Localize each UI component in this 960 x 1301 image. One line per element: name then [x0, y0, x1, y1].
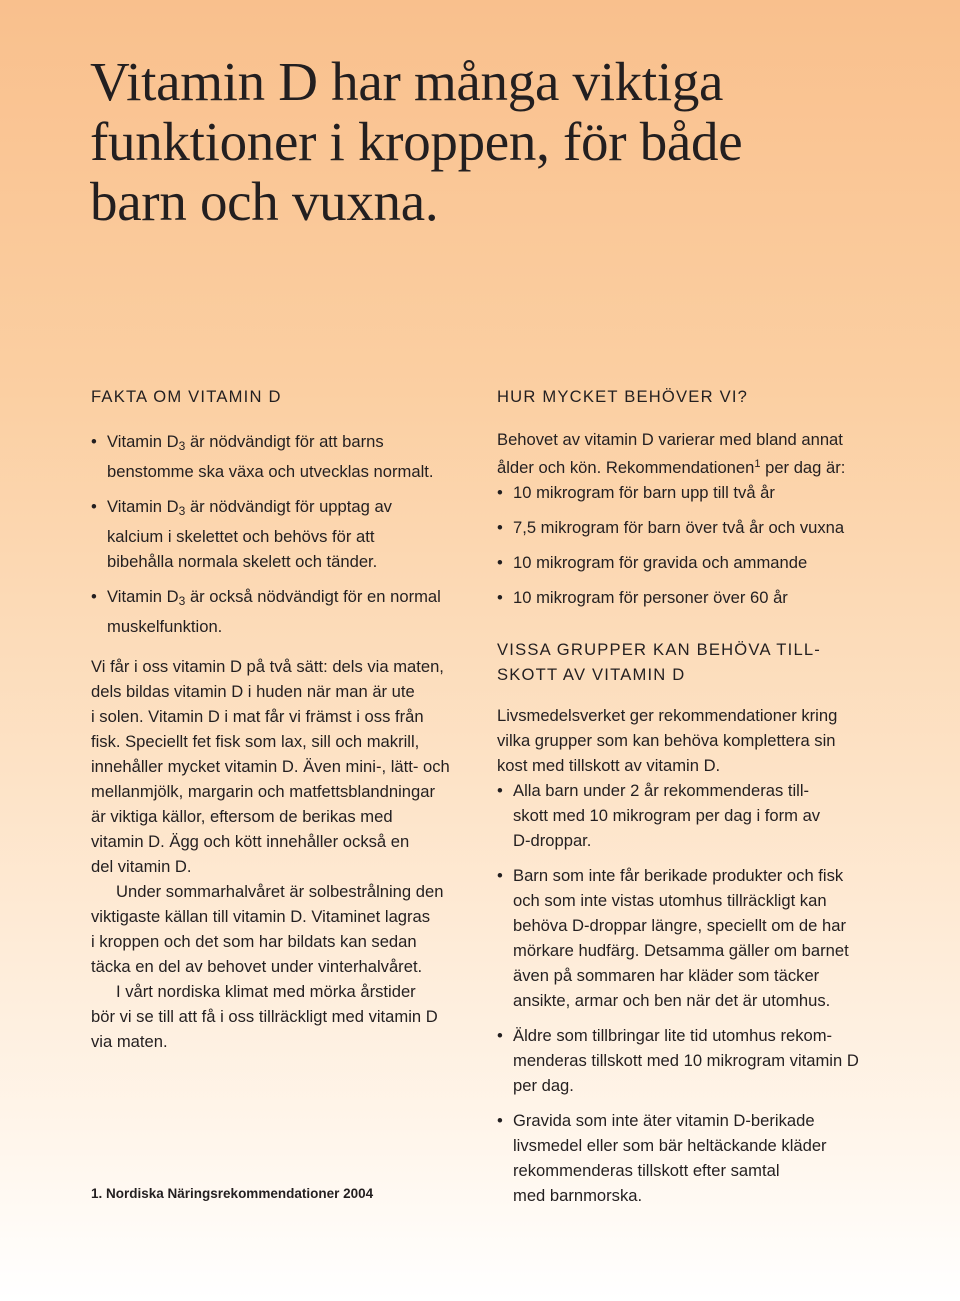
- text-line: [107, 584, 471, 614]
- text-line: viktigaste källan till vitamin D. Vitaminet lagras: [91, 907, 431, 926]
- text-line: livsmedel eller som bär heltäckande kläder: [513, 1136, 827, 1155]
- subscript: 3: [178, 594, 186, 608]
- text-line: i kroppen och det som har bildats kan sedan: [91, 932, 417, 951]
- text-line: • Gravida som inte äter vitamin D-berikade: [513, 1111, 815, 1130]
- text: Vitamin D: [107, 497, 179, 516]
- text-line: ansikte, armar och ben när det är utomhus.: [513, 991, 831, 1010]
- subscript: 3: [178, 504, 186, 518]
- text-line: Vi får i oss vitamin D på två sätt: dels via maten,: [91, 657, 444, 676]
- text-line: fisk. Speciellt fet fisk som lax, sill och makrill,: [91, 732, 420, 751]
- text-line: i solen. Vitamin D i mat får vi främst i oss från: [91, 707, 424, 726]
- text-line: rekommenderas tillskott efter samtal: [513, 1161, 780, 1180]
- supplement-heading: [497, 637, 897, 687]
- footnote-ref: 1: [754, 458, 761, 470]
- paragraph-climate: [91, 979, 471, 1054]
- text-line: mellanmjölk, margarin och matfettsblandningar: [91, 782, 436, 801]
- dose-list: [497, 480, 897, 610]
- list-item: [497, 778, 897, 853]
- facts-list: [91, 429, 471, 639]
- text-line: D-droppar.: [513, 831, 592, 850]
- text-line: per dag.: [513, 1076, 574, 1095]
- list-item: [497, 1108, 897, 1208]
- text: Vitamin D: [107, 432, 179, 451]
- text-line: [107, 494, 471, 524]
- dose-intro: [497, 427, 897, 480]
- list-item: [91, 429, 471, 484]
- text-line: är viktiga källor, eftersom de berikas med: [91, 807, 393, 826]
- list-item: • 10 mikrogram för gravida och ammande: [497, 550, 897, 575]
- text: Vitamin D: [107, 587, 179, 606]
- list-item: [91, 494, 471, 574]
- text-line: även på sommaren har kläder som täcker: [513, 966, 820, 985]
- list-item: [497, 863, 897, 1013]
- title-line: barn och vuxna.: [90, 171, 439, 232]
- footnote: 1. Nordiska Näringsrekommendationer 2004: [91, 1186, 374, 1201]
- text-line: muskelfunktion.: [107, 617, 223, 636]
- text-line: mörkare hudfärg. Detsamma gäller om barnet: [513, 941, 849, 960]
- title-line: funktioner i kroppen, för både: [90, 111, 743, 172]
- text: ålder och kön. Rekommendationen: [497, 458, 755, 477]
- text-line: dels bildas vitamin D i huden när man är ute: [91, 682, 415, 701]
- subscript: 3: [178, 439, 186, 453]
- page-title: [90, 52, 890, 232]
- text-line: [107, 429, 471, 459]
- text-line: [497, 452, 897, 480]
- text-line: I vårt nordiska klimat med mörka årstider: [116, 982, 416, 1001]
- text-line: bör vi se till att få i oss tillräckligt med vitamin D: [91, 1007, 438, 1026]
- text: är också nödvändigt för en normal: [185, 587, 441, 606]
- supplement-intro: [497, 703, 897, 778]
- facts-heading: FAKTA OM VITAMIN D: [91, 387, 282, 406]
- title-line: Vitamin D har många viktiga: [90, 51, 724, 112]
- text-line: innehåller mycket vitamin D. Även mini-, lätt- och: [91, 757, 450, 776]
- dose-heading: HUR MYCKET BEHÖVER VI?: [497, 387, 749, 406]
- text: är nödvändigt för att barns: [185, 432, 384, 451]
- text-line: Livsmedelsverket ger rekommendationer kring: [497, 706, 838, 725]
- text-line: Under sommarhalvåret är solbestrålning den: [116, 882, 444, 901]
- list-item: • 10 mikrogram för personer över 60 år: [497, 585, 897, 610]
- left-column: [91, 384, 471, 1054]
- text-line: och som inte vistas utomhus tillräckligt kan: [513, 891, 827, 910]
- list-item: [91, 584, 471, 639]
- text-line: kost med tillskott av vitamin D.: [497, 756, 721, 775]
- text-line: behöva D-droppar längre, speciellt om de har: [513, 916, 846, 935]
- text: är nödvändigt för upptag av: [185, 497, 392, 516]
- list-item: • 7,5 mikrogram för barn över två år och vuxna: [497, 515, 897, 540]
- text: per dag är:: [760, 458, 846, 477]
- paragraph-summer: [91, 879, 471, 979]
- text-line: VISSA GRUPPER KAN BEHÖVA TILL-: [497, 640, 822, 659]
- text-line: Behovet av vitamin D varierar med bland annat: [497, 430, 843, 449]
- paragraph-sources: [91, 654, 471, 879]
- text-line: vitamin D. Ägg och kött innehåller också en: [91, 832, 410, 851]
- text-line: benstomme ska växa och utvecklas normalt.: [107, 462, 434, 481]
- text-line: del vitamin D.: [91, 857, 192, 876]
- text-line: skott med 10 mikrogram per dag i form av: [513, 806, 821, 825]
- text-line: via maten.: [91, 1032, 168, 1051]
- text-line: • Äldre som tillbringar lite tid utomhus rekom-: [513, 1026, 833, 1045]
- list-item: • 10 mikrogram för barn upp till två år: [497, 480, 897, 505]
- groups-list: [497, 778, 897, 1208]
- text-line: kalcium i skelettet och behövs för att: [107, 527, 375, 546]
- text-line: täcka en del av behovet under vinterhalvåret.: [91, 957, 423, 976]
- right-column: [497, 384, 897, 1218]
- text-line: • Barn som inte får berikade produkter och fisk: [513, 866, 844, 885]
- text-line: med barnmorska.: [513, 1186, 643, 1205]
- text-line: • Alla barn under 2 år rekommenderas till-: [513, 781, 810, 800]
- text-line: vilka grupper som kan behöva komplettera sin: [497, 731, 836, 750]
- list-item: [497, 1023, 897, 1098]
- text-line: menderas tillskott med 10 mikrogram vitamin D: [513, 1051, 859, 1070]
- text-line: bibehålla normala skelett och tänder.: [107, 552, 378, 571]
- text-line: SKOTT AV VITAMIN D: [497, 665, 686, 684]
